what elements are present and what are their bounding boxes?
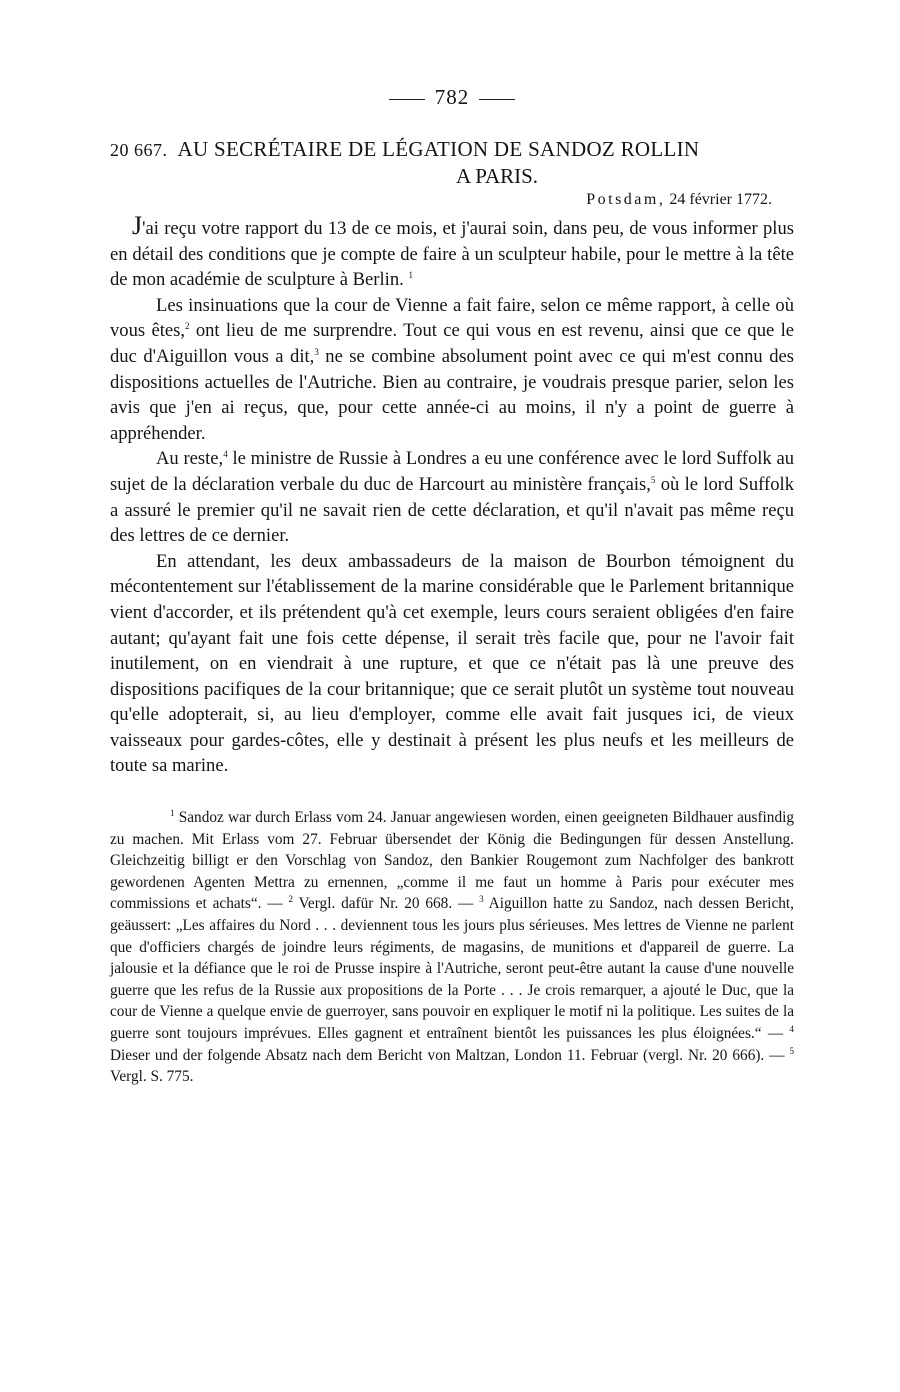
dateline xyxy=(110,189,794,211)
paragraph-4-text: En attendant, les deux ambassadeurs de la maison de Bourbon témoignent du mécontentement sur l'établissement de la marine considérable que le Parlement britannique vient d'accorder, et ils prétendent qu'à cet exemple, leurs cours seraient obligées d'en faire autant; qu'ayant fait une fois cette dépense, il serait très facile que, pour ne l'avoir fait inutilement, on en viendrait à une rupture, et que ce n'était pas là une preuve des dispositions pacifiques de la cour britannique; que ce serait plutôt un système tout nouveau qu'elle adopterait, si, au lieu d'employer, comme elle avait fait jusques ici, de vieux vaisseaux pour gardes-côtes, elle y destinait à présent les plus neufs et les meilleurs de toute sa marine. xyxy=(110,550,794,777)
footnote-ref-5: 5 xyxy=(650,474,656,485)
footnotes xyxy=(110,807,794,1088)
letter-number: 20 667. xyxy=(110,140,168,160)
paragraph-1 xyxy=(110,211,794,293)
letter-heading xyxy=(110,136,794,189)
letter-title-line2: A PARIS. xyxy=(455,164,539,188)
paragraph-1-text: 'ai reçu votre rapport du 13 de ce mois, et j'aurai soin, dans peu, de vous informer plus en détail des conditions que je compte de faire à un sculpteur habile, pour le mettre à la tête de mon académie de sculpture à Berlin. xyxy=(110,218,794,291)
dateline-place: Potsdam, xyxy=(586,191,666,208)
page-number-dash-left xyxy=(389,99,425,100)
footnote-3-text: Aiguillon hatte zu Sandoz, nach dessen Bericht, geäussert: „Les affaires du Nord . . . deviennent tous les jours plus sérieuses. Mes lettres de Vienne ne parlent que d'officiers chargés de joindre leurs régiments, de magasins, de munitions et d'appareil de guerre. La jalousie et la défiance que le roi de Prusse inspire à l'Autriche, seront peut-être autant la cause d'une nouvelle guerre que les refus de la Russie aux propositions de la Porte . . . Je crois remarquer, a ajouté le Duc, que la cour de Vienne a quelque envie de guerroyer, sans pouvoir en expliquer le motif ni la politique. Les suites de la guerre sont toujours imprévues. Elles gagnent et entraînent bientôt les puissances les plus éloignées.“ — xyxy=(110,895,795,1042)
footnote-4-text: Dieser und der folgende Absatz nach dem Bericht von Maltzan, London 11. Februar (vergl. Nr. 20 666). — xyxy=(110,1046,790,1064)
page-number: 782 xyxy=(434,85,470,109)
letter-title: AU SECRÉTAIRE DE LÉGATION DE SANDOZ ROLLIN xyxy=(177,137,700,161)
footnote-2-text: Vergl. dafür Nr. 20 668. — xyxy=(293,895,480,913)
book-page xyxy=(110,82,794,1088)
paragraph-3-text-a: Au reste, xyxy=(156,448,224,470)
paragraph-4 xyxy=(110,549,794,779)
paragraph-3-text-b: le ministre de Russie à Londres a eu une conférence avec le lord Suffolk au sujet de la déclaration verbale du duc de Harcourt au ministère français, xyxy=(110,448,795,495)
paragraph-2-text-c: ne se combine absolument point avec ce qui m'est connu des dispositions actuelles de l'Autriche. Bien au contraire, je voudrais presque parier, selon les avis que j'en ai reçus, que, pour cette année-ci au moins, il n'y a point de guerre à appréhender. xyxy=(110,345,794,444)
footnote-ref-3: 3 xyxy=(314,346,319,357)
footnote-mark-4: 4 xyxy=(789,1023,794,1034)
letter-body xyxy=(110,211,795,779)
dateline-date: 24 février 1772. xyxy=(669,191,772,208)
letter-heading-line1 xyxy=(110,136,794,163)
page-number-dash-right xyxy=(479,99,515,100)
footnote-ref-2: 2 xyxy=(185,321,190,332)
footnote-mark-3: 3 xyxy=(479,894,484,905)
paragraph-2 xyxy=(110,293,794,447)
footnote-1-text: Sandoz war durch Erlass vom 24. Januar angewiesen worden, einen geeigneten Bildhauer ausfindig zu machen. Mit Erlass vom 27. Februar übersendet der König die Bedingungen für dessen Anstellung. Gleichzeitig billigt er den Vorschlag von Sandoz, den Bankier Rougemont zum Nachfolger des bankrott gewordenen Agenten Mettra zu ernennen, „comme il me faut un homme à Paris pour exécuter mes commissions et achats“. — xyxy=(110,809,794,913)
footnote-mark-1: 1 xyxy=(170,807,175,818)
paragraph-3-text-c: où le lord Suffolk a assuré le premier qu'il ne savait rien de cette déclaration, et qu'il n'avait pas même reçu des lettres de ce dernier. xyxy=(110,473,794,547)
initial-letter: J xyxy=(132,211,143,240)
page-number-row xyxy=(110,82,794,112)
footnote-ref-1: 1 xyxy=(408,270,413,280)
paragraph-2-text-a: Les insinuations que la cour de Vienne a fait faire, selon ce même rapport, à celle où vous êtes, xyxy=(110,294,794,342)
footnote-ref-4: 4 xyxy=(223,449,228,460)
footnote-mark-5: 5 xyxy=(789,1045,794,1056)
paragraph-2-text-b: ont lieu de me surprendre. Tout ce qui vous en est revenu, ainsi que ce que le duc d'Aiguillon vous a dit, xyxy=(110,320,794,367)
footnote-5-text: Vergl. S. 775. xyxy=(110,1068,194,1086)
paragraph-3 xyxy=(110,446,794,548)
footnote-mark-2: 2 xyxy=(288,894,293,905)
